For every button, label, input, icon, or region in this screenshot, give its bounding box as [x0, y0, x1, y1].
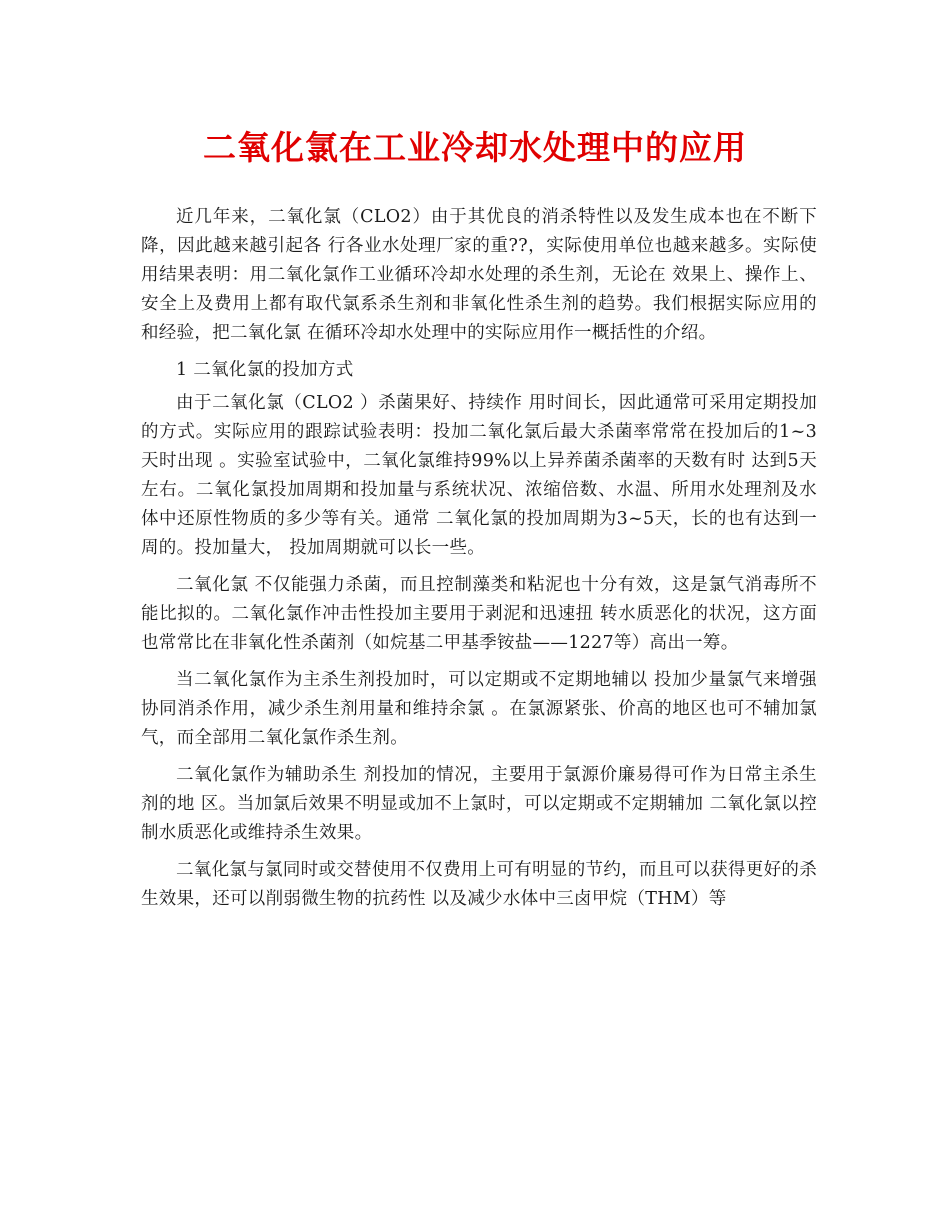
- paragraph-auxiliary-biocide: 二氧化氯作为辅助杀生 剂投加的情况，主要用于氯源价廉易得可作为日常主杀生剂的地 区。当加氯后效果不明显或加不上氯时，可以定期或不定期辅加 二氧化氯以控制水质恶化或维持杀生效果。: [141, 765, 817, 843]
- paragraph-algae-control: 二氧化氯 不仅能强力杀菌，而且控制藻类和粘泥也十分有效，这是氯气消毒所不能比拟的。二氧化氯作冲击性投加主要用于剥泥和迅速扭 转水质恶化的状况，这方面也常常比在非氧化性杀菌剂（如烷基二甲基季铵盐——1227等）高出一筹。: [141, 575, 817, 653]
- document-body: [141, 203, 817, 922]
- paragraph-dosing-period: 由于二氧化氯（CLO2 ）杀菌果好、持续作 用时间长，因此通常可采用定期投加的方式。实际应用的跟踪试验表明：投加二氧化氯后最大杀菌率常常在投加后的1~3天时出现 。实验室试验中，二氧化氯维持99%以上异养菌杀菌率的天数有时 达到5天左右。二氧化氯投加周期和投加量与系统状况、浓缩倍数、水温、所用水处理剂及水体中还原性物质的多少等有关。通常 二氧化氯的投加周期为3~5天，长的也有达到一周的。投加量大， 投加周期就可以长一些。: [141, 393, 817, 558]
- paragraph-main-biocide: 当二氧化氯作为主杀生剂投加时，可以定期或不定期地辅以 投加少量氯气来增强协同消杀作用，减少杀生剂用量和维持余氯 。在氯源紧张、价高的地区也可不辅加氯气，而全部用二氧化氯作杀生剂。: [141, 670, 817, 748]
- paragraph-intro: 近几年来，二氧化氯（CLO2）由于其优良的消杀特性以及发生成本也在不断下降，因此越来越引起各 行各业水处理厂家的重??，实际使用单位也越来越多。实际使用结果表明：用二氧化氯作工业循环冷却水处理的杀生剂，无论在 效果上、操作上、安全上及费用上都有取代氯系杀生剂和非氧化性杀生剂的趋势。我们根据实际应用的和经验，把二氧化氯 在循环冷却水处理中的实际应用作一概括性的介绍。: [141, 207, 817, 343]
- section-heading-dosing-method: 1 二氧化氯的投加方式: [176, 360, 354, 380]
- document-title: 二氧化氯在工业冷却水处理中的应用: [203, 128, 747, 167]
- paragraph-combined-use: 二氧化氯与氯同时或交替使用不仅费用上可有明显的节约，而且可以获得更好的杀生效果，还可以削弱微生物的抗药性 以及减少水体中三卤甲烷（THM）等: [141, 860, 817, 909]
